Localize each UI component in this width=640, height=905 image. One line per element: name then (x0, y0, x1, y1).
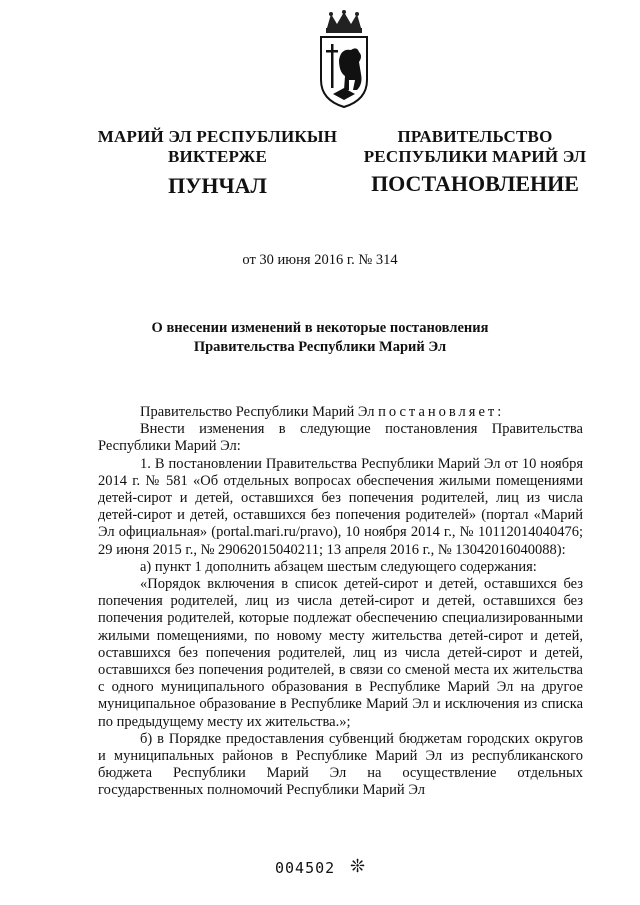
header-right-line1: ПРАВИТЕЛЬСТВО (397, 127, 553, 146)
body-paragraph-5: «Порядок включения в список детей-сирот и детей, оставшихся без попечения родителей, лиц из числа детей-сирот и детей, оставшихся без попечения родителей, которые подлежат обеспечению специализированными жилыми помещениями, по новому месту жительства детей-сирот и детей, оставшихся без попечения родителей, лиц из числа детей-сирот и детей, оставшихся без попечения родителей, в связи со сменой места их жительства с одного муниципального образования в Республике Марий Эл на другое муниципальное образование в Республике Марий Эл и исключения из списка по предыдущему месту их жительства.»; (98, 576, 583, 730)
number-label: № (358, 252, 373, 268)
header-right (355, 127, 595, 167)
doc-type-mari: ПУНЧАЛ (168, 173, 267, 198)
body-paragraph-4: а) пункт 1 дополнить абзацем шестым следующего содержания: (140, 558, 537, 575)
body-paragraph-3: 1. В постановлении Правительства Республики Марий Эл от 10 ноября 2014 г. № 581 «Об отдельных вопросах обеспечения жилыми помещениями детей-сирот и детей, оставшихся без попечения родителей, лиц из числа детей-сирот и детей, оставшихся без попечения родителей» (портал «Марий Эл официальная» (portal.mari.ru/pravo), 10 ноября 2014 г., № 10112014040476; 29 июня 2015 г., № 29062015040211; 13 апреля 2016 г., № 13042016040088): (98, 455, 583, 558)
header-left-line2: ВИКТЕРЖЕ (167, 147, 268, 166)
body-p1-prefix: Правительство Республики Марий Эл (140, 404, 375, 420)
document-title (120, 319, 520, 357)
title-line1: О внесении изменений в некоторые постановления (151, 320, 489, 336)
header-right-line2: РЕСПУБЛИКИ МАРИЙ ЭЛ (363, 147, 587, 166)
serial-number: 004502 (275, 859, 336, 877)
body-paragraph-1 (98, 404, 583, 421)
date-prefix: от (242, 252, 256, 268)
date-line (0, 252, 640, 269)
header-left-line1: МАРИЙ ЭЛ РЕСПУБЛИКЫН (97, 127, 338, 146)
doc-type-russian: ПОСТАНОВЛЕНИЕ (371, 171, 579, 196)
title-line2: Правительства Республики Марий Эл (193, 339, 447, 355)
header-left (95, 127, 340, 167)
date-month-year: июня 2016 г. (277, 252, 355, 268)
body-paragraph-6: б) в Порядке предоставления субвенций бюджетам городских округов и муниципальных районов в Республике Марий Эл из республиканского бюджета Республики Марий Эл на осуществление отдельных государственных полномочий Республики Марий Эл (98, 730, 583, 799)
body-p1-spaced: постановляет: (378, 404, 505, 420)
ornament-star-icon: ❊ (350, 856, 366, 876)
coat-of-arms-emblem (309, 10, 379, 110)
date-day: 30 (259, 252, 274, 268)
document-number: 314 (375, 252, 398, 268)
body-paragraph-2: Внести изменения в следующие постановления Правительства Республики Марий Эл: (98, 421, 583, 455)
document-body (98, 404, 583, 800)
